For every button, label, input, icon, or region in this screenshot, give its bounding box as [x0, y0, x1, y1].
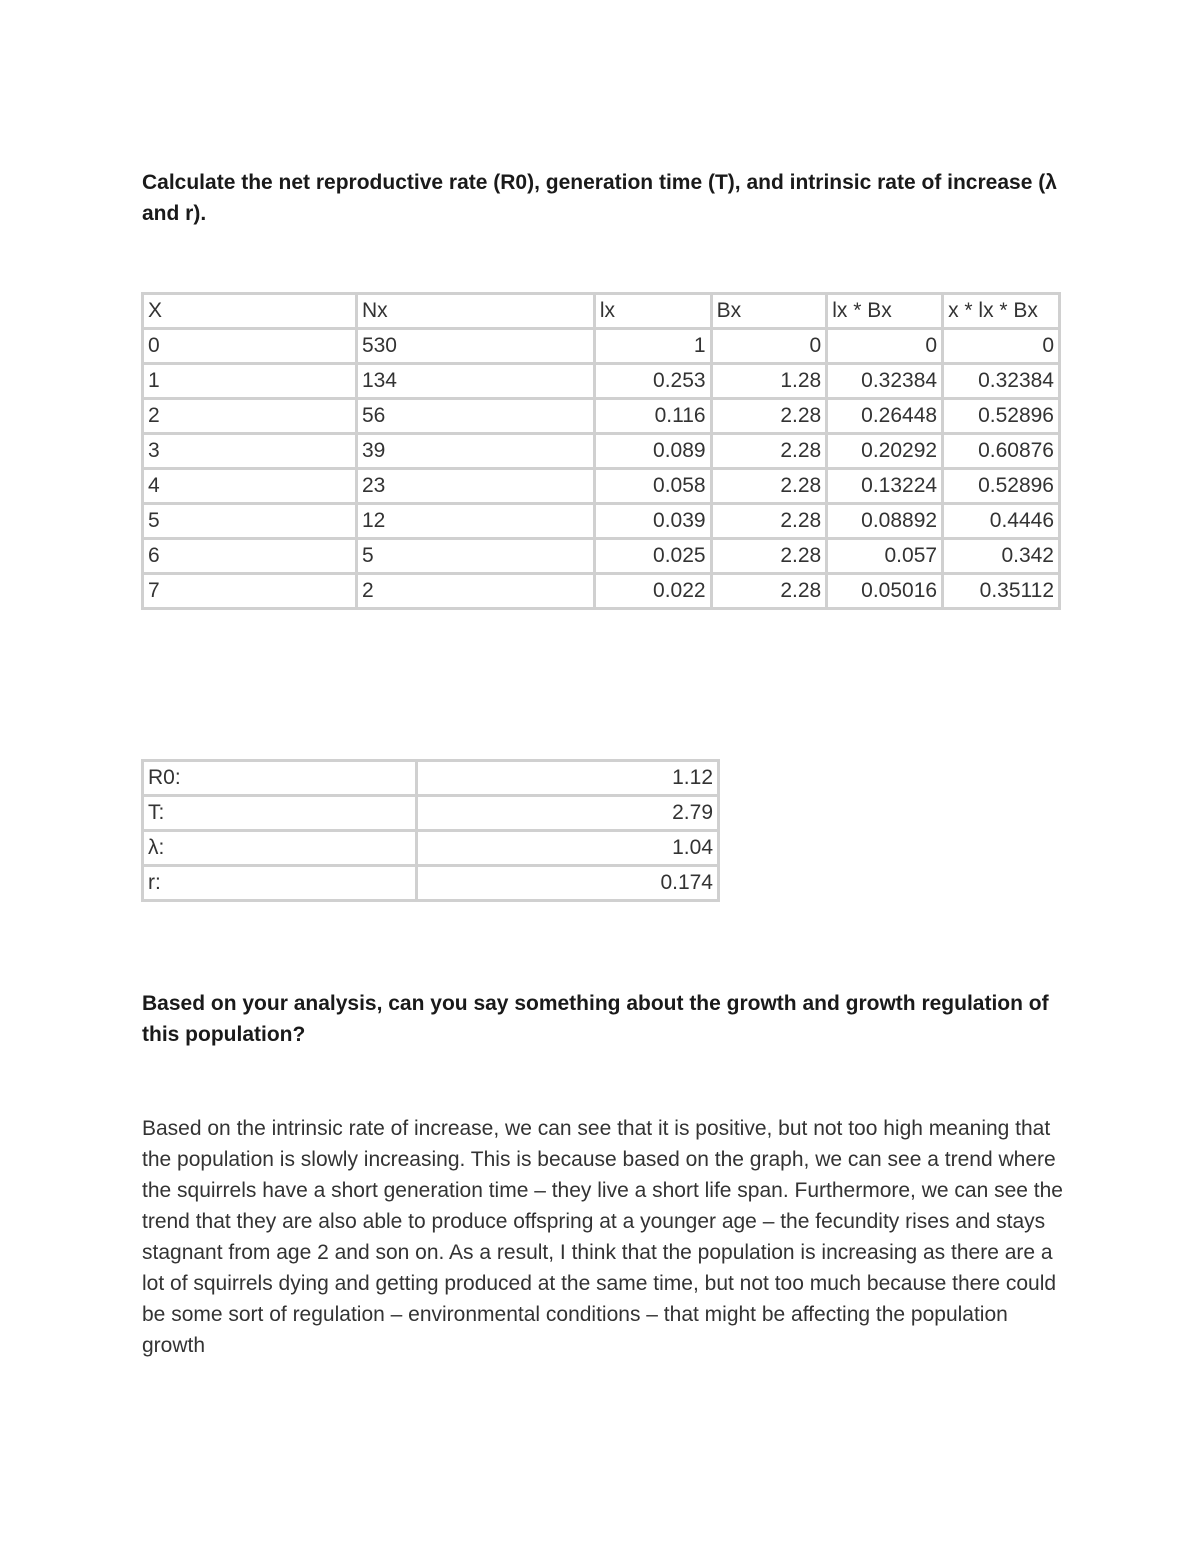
cell-lx: 0.253 [594, 364, 711, 399]
summary-table [141, 759, 720, 902]
header-bx: Bx [711, 294, 827, 329]
cell-lx-bx: 0.32384 [827, 364, 943, 399]
cell-lx-bx: 0.05016 [827, 574, 943, 609]
question-2-heading: Based on your analysis, can you say something about the growth and growth regulation of this population? [142, 992, 1049, 1046]
cell-x: 6 [143, 539, 357, 574]
cell-bx: 2.28 [711, 434, 827, 469]
cell-lx-bx: 0 [827, 329, 943, 364]
answer-paragraph: Based on the intrinsic rate of increase, we can see that it is positive, but not too high meaning that the population is slowly increasing. This is because based on the graph, we can see a trend where the squirrels have a short generation time – they live a short life span. Furthermore, we can see the trend that they are also able to produce offspring at a younger age – the fecundity rises and stays stagnant from age 2 and son on. As a result, I think that the population is increasing as there are a lot of squirrels dying and getting produced at the same time, but not too much because there could be some sort of regulation – environmental conditions – that might be affecting the population growth [142, 1117, 1063, 1357]
cell-lx: 1 [594, 329, 711, 364]
cell-lx: 0.116 [594, 399, 711, 434]
table-row [143, 469, 1060, 504]
summary-value: 1.04 [416, 831, 718, 866]
cell-x: 5 [143, 504, 357, 539]
cell-nx: 56 [356, 399, 594, 434]
summary-value: 0.174 [416, 866, 718, 901]
cell-nx: 5 [356, 539, 594, 574]
cell-lx: 0.089 [594, 434, 711, 469]
summary-row-lambda [143, 831, 719, 866]
summary-row-r0 [143, 761, 719, 796]
life-table-header-row [143, 294, 1060, 329]
cell-lx-bx: 0.13224 [827, 469, 943, 504]
cell-x: 0 [143, 329, 357, 364]
header-x: X [143, 294, 357, 329]
cell-x: 1 [143, 364, 357, 399]
table-row [143, 364, 1060, 399]
cell-bx: 1.28 [711, 364, 827, 399]
question-1-heading: Calculate the net reproductive rate (R0), generation time (T), and intrinsic rate of increase (λ and r). [142, 171, 1057, 225]
cell-bx: 0 [711, 329, 827, 364]
life-table [141, 292, 1061, 610]
cell-nx: 134 [356, 364, 594, 399]
cell-x-lx-bx: 0.52896 [943, 469, 1060, 504]
table-row [143, 399, 1060, 434]
cell-lx: 0.022 [594, 574, 711, 609]
cell-bx: 2.28 [711, 469, 827, 504]
cell-nx: 39 [356, 434, 594, 469]
cell-x-lx-bx: 0.342 [943, 539, 1060, 574]
cell-lx-bx: 0.20292 [827, 434, 943, 469]
cell-x-lx-bx: 0.60876 [943, 434, 1060, 469]
cell-lx: 0.039 [594, 504, 711, 539]
header-x-lx-bx: x * lx * Bx [943, 294, 1060, 329]
summary-label: R0: [143, 761, 417, 796]
summary-value: 1.12 [416, 761, 718, 796]
cell-nx: 2 [356, 574, 594, 609]
cell-x: 2 [143, 399, 357, 434]
cell-x-lx-bx: 0.4446 [943, 504, 1060, 539]
cell-nx: 530 [356, 329, 594, 364]
summary-label: T: [143, 796, 417, 831]
table-row [143, 574, 1060, 609]
cell-nx: 12 [356, 504, 594, 539]
table-row [143, 539, 1060, 574]
cell-lx-bx: 0.26448 [827, 399, 943, 434]
summary-row-r [143, 866, 719, 901]
cell-bx: 2.28 [711, 504, 827, 539]
cell-x-lx-bx: 0.35112 [943, 574, 1060, 609]
summary-label: r: [143, 866, 417, 901]
cell-nx: 23 [356, 469, 594, 504]
header-lx-bx: lx * Bx [827, 294, 943, 329]
cell-lx: 0.025 [594, 539, 711, 574]
cell-lx-bx: 0.057 [827, 539, 943, 574]
cell-x: 4 [143, 469, 357, 504]
cell-x-lx-bx: 0.52896 [943, 399, 1060, 434]
cell-x: 7 [143, 574, 357, 609]
cell-x-lx-bx: 0.32384 [943, 364, 1060, 399]
cell-bx: 2.28 [711, 539, 827, 574]
header-lx: lx [594, 294, 711, 329]
cell-bx: 2.28 [711, 399, 827, 434]
summary-row-t [143, 796, 719, 831]
cell-lx: 0.058 [594, 469, 711, 504]
cell-x: 3 [143, 434, 357, 469]
cell-bx: 2.28 [711, 574, 827, 609]
table-row [143, 434, 1060, 469]
table-row [143, 329, 1060, 364]
cell-x-lx-bx: 0 [943, 329, 1060, 364]
header-nx: Nx [356, 294, 594, 329]
summary-value: 2.79 [416, 796, 718, 831]
table-row [143, 504, 1060, 539]
cell-lx-bx: 0.08892 [827, 504, 943, 539]
summary-label: λ: [143, 831, 417, 866]
